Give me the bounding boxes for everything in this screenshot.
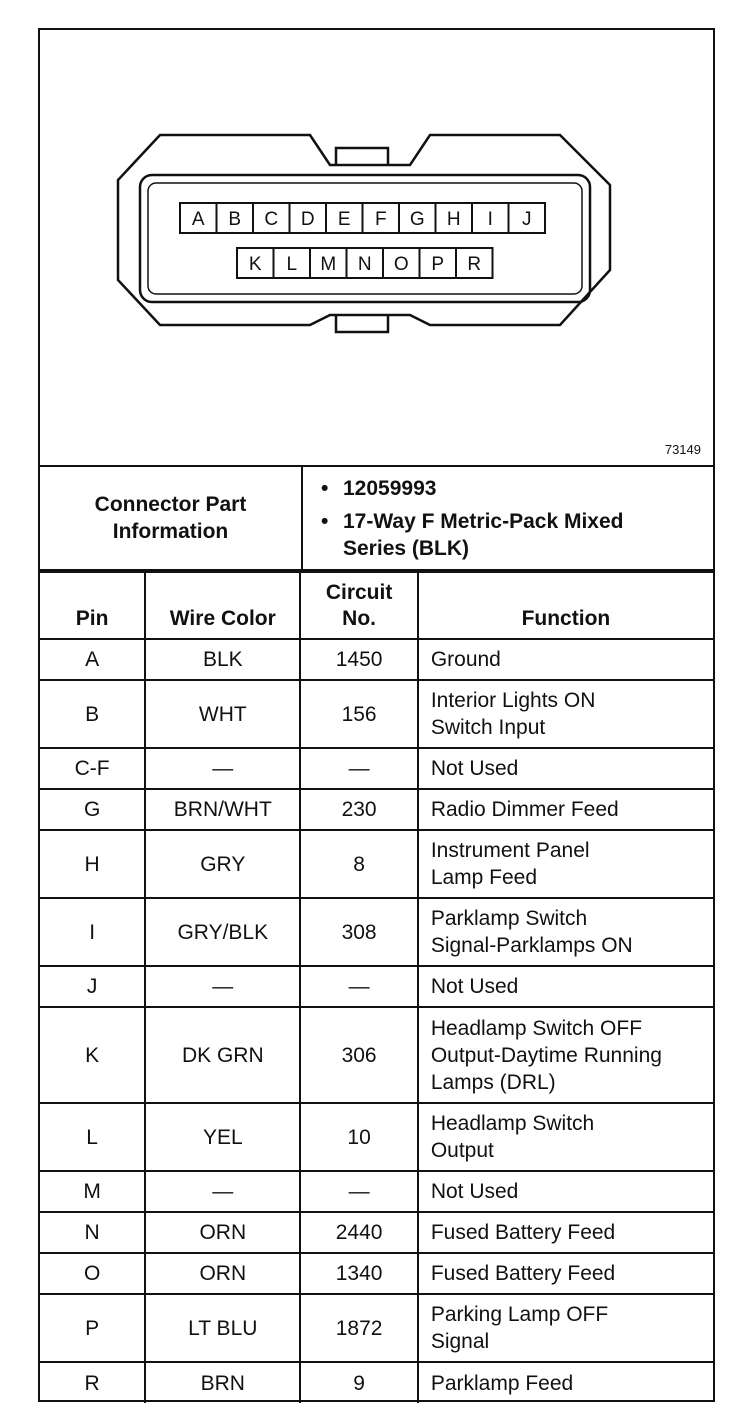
function-cell	[418, 1171, 713, 1212]
table-row	[40, 1171, 713, 1212]
function-line: Not Used	[430, 975, 519, 998]
pinout-table	[40, 571, 713, 1403]
part-info-label: Connector Part Information	[40, 467, 302, 570]
pin-cell: P	[40, 1294, 145, 1362]
table-row	[40, 639, 713, 680]
header-pin: Pin	[40, 572, 145, 639]
pin-row-top	[180, 203, 545, 233]
pin-label-r: R	[467, 254, 482, 275]
function-line: Parking Lamp OFF	[430, 1303, 609, 1326]
wire-color-cell: LT BLU	[145, 1294, 300, 1362]
pin-cell: J	[40, 966, 145, 1007]
table-row	[40, 1253, 713, 1294]
function-cell	[418, 789, 713, 830]
wire-color-cell: BRN	[145, 1362, 300, 1403]
table-row	[40, 789, 713, 830]
wire-color-cell: BRN/WHT	[145, 789, 300, 830]
circuit-cell: 1450	[300, 639, 417, 680]
pin-cell: O	[40, 1253, 145, 1294]
circuit-cell: 308	[300, 898, 417, 966]
pin-label-i: I	[487, 209, 493, 230]
pin-label-d: D	[300, 209, 315, 230]
function-line: Parklamp Feed	[430, 1371, 574, 1395]
function-line: Signal-Parklamps ON	[430, 934, 633, 957]
table-row	[40, 1103, 713, 1171]
pin-label-n: N	[357, 254, 372, 275]
pin-label-p: P	[431, 254, 445, 275]
pin-cell: G	[40, 789, 145, 830]
function-line: Headlamp Switch	[430, 1112, 595, 1135]
pin-cell: I	[40, 898, 145, 966]
function-line: Switch Input	[430, 716, 546, 739]
function-cell	[418, 1362, 713, 1403]
function-cell	[418, 1253, 713, 1294]
table-row	[40, 748, 713, 789]
wire-color-cell: YEL	[145, 1103, 300, 1171]
circuit-cell: 306	[300, 1007, 417, 1103]
wire-color-cell: DK GRN	[145, 1007, 300, 1103]
pin-label-j: J	[522, 209, 532, 230]
function-line: Not Used	[430, 1180, 519, 1203]
function-line: Parklamp Switch	[430, 907, 588, 930]
circuit-cell: 1872	[300, 1294, 417, 1362]
function-line: Fused Battery Feed	[430, 1221, 616, 1244]
pin-cell: N	[40, 1212, 145, 1253]
part-description-cont: Series (BLK)	[343, 536, 470, 560]
table-row	[40, 1362, 713, 1403]
pin-cell: M	[40, 1171, 145, 1212]
function-line: Lamp Feed	[430, 866, 538, 889]
circuit-cell: 10	[300, 1103, 417, 1171]
function-line: Signal	[430, 1330, 490, 1353]
pin-label-o: O	[393, 254, 409, 275]
function-cell	[418, 1007, 713, 1103]
function-line: Instrument Panel	[430, 839, 590, 862]
pin-cell: R	[40, 1362, 145, 1403]
function-cell	[418, 830, 713, 898]
wire-color-cell: ORN	[145, 1253, 300, 1294]
function-cell	[418, 748, 713, 789]
circuit-cell: 9	[300, 1362, 417, 1403]
function-cell	[418, 1294, 713, 1362]
pin-cell: K	[40, 1007, 145, 1103]
function-line: Lamps (DRL)	[430, 1070, 556, 1094]
function-cell	[418, 966, 713, 1007]
function-cell	[418, 1103, 713, 1171]
pin-label-a: A	[191, 209, 205, 230]
wire-color-cell: GRY	[145, 830, 300, 898]
pin-label-k: K	[248, 254, 262, 275]
function-line: Not Used	[430, 757, 519, 780]
function-cell	[418, 680, 713, 748]
circuit-cell: 8	[300, 830, 417, 898]
pin-label-h: H	[446, 209, 461, 230]
function-line: Fused Battery Feed	[430, 1262, 616, 1285]
pin-label-b: B	[228, 209, 242, 230]
pin-label-l: L	[286, 254, 298, 275]
function-line: Interior Lights ON	[430, 689, 596, 712]
wire-color-cell: —	[145, 748, 300, 789]
function-line: Output-Daytime Running	[430, 1043, 662, 1067]
part-info-values	[302, 467, 713, 570]
circuit-cell: 2440	[300, 1212, 417, 1253]
pin-cell: C-F	[40, 748, 145, 789]
table-row	[40, 1294, 713, 1362]
function-line: Headlamp Switch OFF	[430, 1016, 643, 1040]
circuit-cell: —	[300, 1171, 417, 1212]
pin-cell: H	[40, 830, 145, 898]
function-cell	[418, 639, 713, 680]
part-number: • 12059993	[321, 476, 437, 500]
table-row	[40, 966, 713, 1007]
header-circuit: Circuit No.	[300, 572, 417, 639]
wire-color-cell: —	[145, 966, 300, 1007]
pin-cell: A	[40, 639, 145, 680]
connector-sheet	[38, 28, 715, 1402]
pin-label-m: M	[320, 254, 337, 275]
circuit-cell: 230	[300, 789, 417, 830]
table-row	[40, 830, 713, 898]
pin-label-e: E	[337, 209, 351, 230]
function-line: Output	[430, 1139, 494, 1162]
wire-color-cell: BLK	[145, 639, 300, 680]
wire-color-cell: WHT	[145, 680, 300, 748]
table-row	[40, 1212, 713, 1253]
pin-label-g: G	[409, 209, 425, 230]
circuit-cell: —	[300, 966, 417, 1007]
part-info	[40, 467, 713, 571]
wire-color-cell: GRY/BLK	[145, 898, 300, 966]
part-description: • 17-Way F Metric-Pack Mixed	[321, 509, 624, 533]
figure-id: 73149	[664, 442, 701, 457]
circuit-cell: 1340	[300, 1253, 417, 1294]
header-wire-color: Wire Color	[145, 572, 300, 639]
pin-label-f: F	[374, 209, 387, 230]
function-cell	[418, 898, 713, 966]
circuit-cell: —	[300, 748, 417, 789]
wire-color-cell: ORN	[145, 1212, 300, 1253]
connector-diagram	[40, 30, 713, 467]
pin-label-c: C	[264, 209, 279, 230]
pin-cell: L	[40, 1103, 145, 1171]
table-row	[40, 1007, 713, 1103]
function-cell	[418, 1212, 713, 1253]
function-line: Radio Dimmer Feed	[430, 798, 619, 821]
header-function: Function	[418, 572, 713, 639]
pin-row-bottom	[237, 248, 493, 278]
function-line: Ground	[430, 648, 501, 671]
pin-cell: B	[40, 680, 145, 748]
table-row	[40, 898, 713, 966]
wire-color-cell: —	[145, 1171, 300, 1212]
circuit-cell: 156	[300, 680, 417, 748]
connector-drawing	[40, 30, 713, 465]
table-row	[40, 680, 713, 748]
